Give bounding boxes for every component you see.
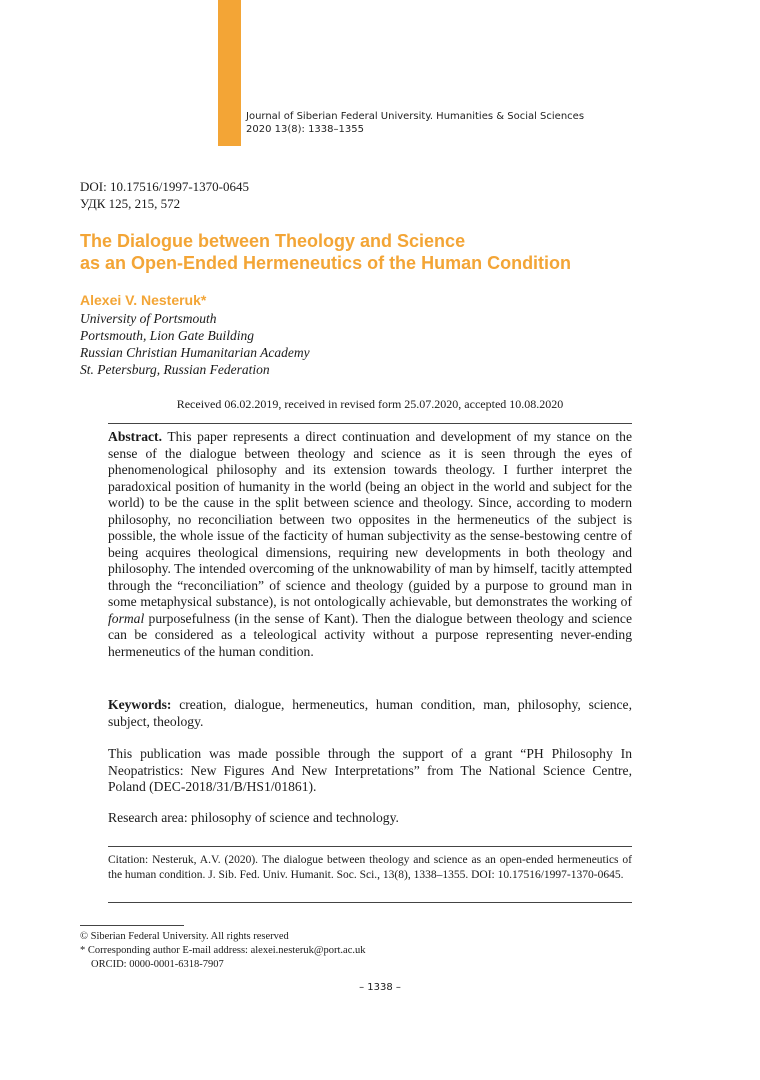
abstract-text-1: This paper represents a direct continuation and development of my stance on the sense of the dialogue between theology and science as it is seen through the eyes of phenomenological philosophy and its extension towards theology. I further interpret the paradoxical position of humanity in the world (being an object in the world and subject for the world) to be the cause in the split between science and theology. Since, according to modern philosophy, no reconciliation between two opposites in the hermeneutics of the subject is possible, the whole issue of the facticity of human subjectivity as the sense-bestowing centre of being acquires theological dimensions, requiring new developments in both theology and philosophy. The intended overcoming of the unknowability of man by himself, tacitly attempted through the “reconciliation” of science and theology (guided by a purpose to ground man in some metaphysical substance), is not ontologically achievable, but demonstrates the working of [108,429,632,609]
journal-accent-bar [218,0,241,146]
orcid: ORCID: 0000-0001-6318-7907 [91,959,224,970]
divider [108,902,632,903]
affiliation: St. Petersburg, Russian Federation [80,362,270,377]
abstract-emphasis: formal [108,610,145,626]
keywords-label: Keywords: [108,697,172,712]
abstract-text-2: purposefulness (in the sense of Kant). Then the dialogue between theology and science can be considered as a teleological activity without a purpose representing never-ending hermeneutics of the human condition. [108,610,632,659]
doi: DOI: 10.17516/1997-1370-0645 [80,179,249,194]
abstract [108,429,632,660]
journal-issue: 2020 13(8): 1338–1355 [246,124,364,135]
keywords [108,697,632,730]
author-name: Alexei V. Nesteruk* [80,292,207,308]
divider [108,846,632,847]
received-dates: Received 06.02.2019, received in revised form 25.07.2020, accepted 10.08.2020 [176,397,564,411]
footnote-divider [80,925,184,926]
udk: УДК 125, 215, 572 [80,196,181,211]
copyright-note: © Siberian Federal University. All rights reserved [80,931,289,942]
keywords-text: creation, dialogue, hermeneutics, human condition, man, philosophy, science, subject, theology. [108,697,632,729]
affiliation: Portsmouth, Lion Gate Building [80,328,255,343]
journal-header [246,110,584,136]
citation: Citation: Nesteruk, A.V. (2020). The dialogue between theology and science as an open-ended hermeneutics of the human condition. J. Sib. Fed. Univ. Humanit. Soc. Sci., 13(8), 1338–1355. DOI: 10.17516/1997-1370-0645. [108,854,632,881]
divider [108,423,632,424]
title-line-1: The Dialogue between Theology and Science [80,231,466,251]
grant-acknowledgement: This publication was made possible through the support of a grant “PH Philosophy In Neopatristics: New Figures And New Interpretations” from The National Science Centre, Poland (DEC-2018/31/B/HS1/01861). [108,746,632,794]
corresponding-author-note: * Corresponding author E-mail address: alexei.nesteruk@port.ac.uk [80,945,366,956]
article-title [80,230,571,274]
footnotes [80,930,366,972]
affiliation: Russian Christian Humanitarian Academy [80,345,310,360]
title-line-2: as an Open-Ended Hermeneutics of the Human Condition [80,253,572,273]
research-area: Research area: philosophy of science and technology. [108,810,399,825]
journal-name: Journal of Siberian Federal University. Humanities & Social Sciences [246,111,585,122]
affiliation: University of Portsmouth [80,311,217,326]
abstract-label: Abstract. [108,429,162,444]
article-meta [80,178,249,212]
page-number: – 1338 – [359,982,401,993]
author-affiliations [80,310,310,378]
